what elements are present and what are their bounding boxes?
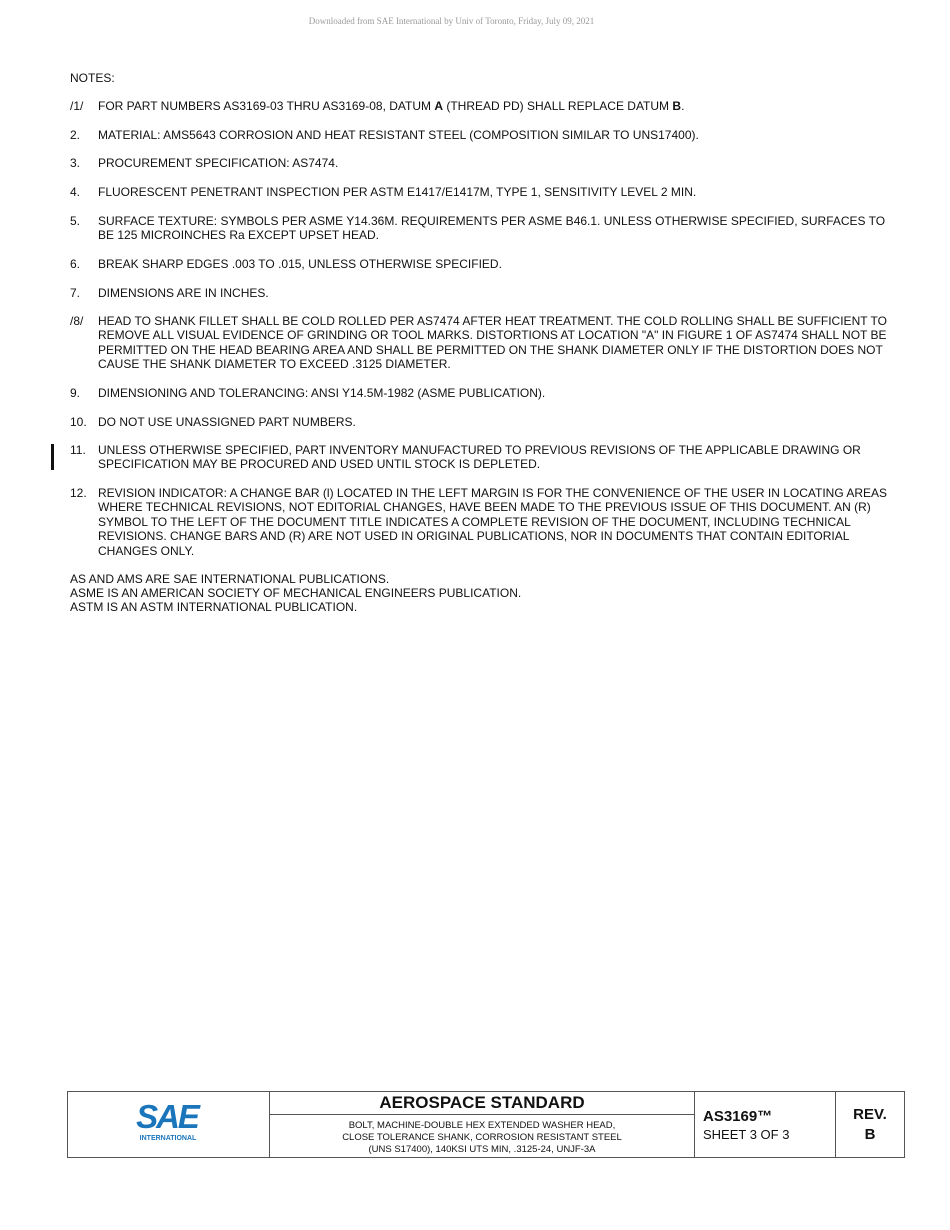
note-number: /1/: [70, 99, 84, 113]
note-item: [70, 128, 890, 142]
note-text: MATERIAL: AMS5643 CORROSION AND HEAT RESISTANT STEEL (COMPOSITION SIMILAR TO UNS17400).: [98, 128, 699, 142]
note-number: 5.: [70, 214, 81, 228]
part-description: [270, 1115, 694, 1156]
note-item: [70, 156, 890, 170]
note-number: 12.: [70, 486, 87, 500]
note-text: DIMENSIONING AND TOLERANCING: ANSI Y14.5M-1982 (ASME PUBLICATION).: [98, 386, 546, 400]
note-item: [70, 386, 890, 400]
logo-cell: [68, 1092, 270, 1157]
note-number: 4.: [70, 185, 81, 199]
note-item: [70, 286, 890, 300]
note-text: PROCUREMENT SPECIFICATION: AS7474.: [98, 156, 339, 170]
publication-line: ASME IS AN AMERICAN SOCIETY OF MECHANICAL ENGINEERS PUBLICATION.: [70, 586, 522, 600]
publication-line: ASTM IS AN ASTM INTERNATIONAL PUBLICATION.: [70, 600, 358, 614]
title-cell: [270, 1092, 695, 1157]
document-number-cell: [695, 1092, 836, 1157]
sae-logo: [136, 1099, 206, 1143]
note-item: [70, 99, 890, 113]
note-text: DIMENSIONS ARE IN INCHES.: [98, 286, 269, 300]
note-item: [70, 185, 890, 199]
description-line: CLOSE TOLERANCE SHANK, CORROSION RESISTANT STEEL: [342, 1132, 622, 1143]
publications-list: [70, 572, 521, 614]
note-text: HEAD TO SHANK FILLET SHALL BE COLD ROLLED PER AS7474 AFTER HEAT TREATMENT. THE COLD ROLLING SHALL BE SUFFICIENT TO REMOVE ALL VISUAL EVIDENCE OF GRINDING OR TOOL MARKS. DISTORTIONS AT LOCATION "A" IN FIGURE 1 OF AS7474 SHALL NOT BE PERMITTED ON THE HEAD BEARING AREA AND SHALL BE PERMITTED ON THE SHANK DIAMETER ONLY IF THE DISTORTION DOES NOT CAUSE THE SHANK DIAMETER TO EXCEED .3125 DIAMETER.: [98, 314, 887, 372]
note-item: [70, 214, 890, 243]
description-line: BOLT, MACHINE-DOUBLE HEX EXTENDED WASHER HEAD,: [348, 1120, 616, 1131]
note-number: 11.: [70, 443, 86, 457]
note-item: [70, 415, 890, 429]
revision-label: REV.: [853, 1106, 887, 1123]
logo-text: SAE: [136, 1099, 198, 1135]
download-watermark: Downloaded from SAE International by Univ of Toronto, Friday, July 09, 2021: [308, 16, 595, 26]
note-number: 7.: [70, 286, 81, 300]
sheet-number: SHEET 3 OF 3: [703, 1127, 790, 1142]
note-text: BREAK SHARP EDGES .003 TO .015, UNLESS OTHERWISE SPECIFIED.: [98, 257, 502, 271]
note-number: 2.: [70, 128, 81, 142]
standard-heading: AEROSPACE STANDARD: [270, 1092, 694, 1115]
note-text: FLUORESCENT PENETRANT INSPECTION PER ASTM E1417/E1417M, TYPE 1, SENSITIVITY LEVEL 2 MIN.: [98, 185, 697, 199]
logo-subtext: INTERNATIONAL: [139, 1135, 197, 1142]
publication-line: AS AND AMS ARE SAE INTERNATIONAL PUBLICATIONS.: [70, 572, 390, 586]
description-line: (UNS S17400), 140KSI UTS MIN, .3125-24, UNJF-3A: [368, 1144, 596, 1155]
note-item: [70, 257, 890, 271]
note-item: [70, 486, 890, 558]
change-bar: [51, 444, 54, 470]
title-block: [67, 1091, 905, 1158]
note-number: 3.: [70, 156, 81, 170]
notes-heading: NOTES:: [70, 71, 115, 85]
note-number: 9.: [70, 386, 81, 400]
revision-value: B: [864, 1126, 876, 1143]
note-text: SURFACE TEXTURE: SYMBOLS PER ASME Y14.36M. REQUIREMENTS PER ASME B46.1. UNLESS OTHERWISE SPECIFIED, SURFACES TO BE 125 MICROINCHES Ra EXCEPT UPSET HEAD.: [98, 214, 886, 243]
note-text: REVISION INDICATOR: A CHANGE BAR (l) LOCATED IN THE LEFT MARGIN IS FOR THE CONVENIENCE OF THE USER IN LOCATING AREAS WHERE TECHNICAL REVISIONS, NOT EDITORIAL CHANGES, HAVE BEEN MADE TO THE PREVIOUS ISSUE OF THIS DOCUMENT. AN (R) SYMBOL TO THE LEFT OF THE DOCUMENT TITLE INDICATES A COMPLETE REVISION OF THE DOCUMENT, INCLUDING TECHNICAL REVISIONS. CHANGE BARS AND (R) ARE NOT USED IN ORIGINAL PUBLICATIONS, NOR IN DOCUMENTS THAT CONTAIN EDITORIAL CHANGES ONLY.: [98, 486, 888, 558]
note-text: FOR PART NUMBERS AS3169-03 THRU AS3169-08, DATUM A (THREAD PD) SHALL REPLACE DATUM B.: [98, 99, 685, 113]
revision-cell: [836, 1092, 904, 1157]
note-text: DO NOT USE UNASSIGNED PART NUMBERS.: [98, 415, 356, 429]
note-number: 6.: [70, 257, 81, 271]
document-number: AS3169™: [703, 1108, 773, 1125]
note-item: [70, 443, 890, 472]
note-number: /8/: [70, 314, 84, 328]
note-number: 10.: [70, 415, 87, 429]
note-text: UNLESS OTHERWISE SPECIFIED, PART INVENTORY MANUFACTURED TO PREVIOUS REVISIONS OF THE APPLICABLE DRAWING OR SPECIFICATION MAY BE PROCURED AND USED UNTIL STOCK IS DEPLETED.: [98, 443, 861, 472]
note-item: [70, 314, 890, 372]
